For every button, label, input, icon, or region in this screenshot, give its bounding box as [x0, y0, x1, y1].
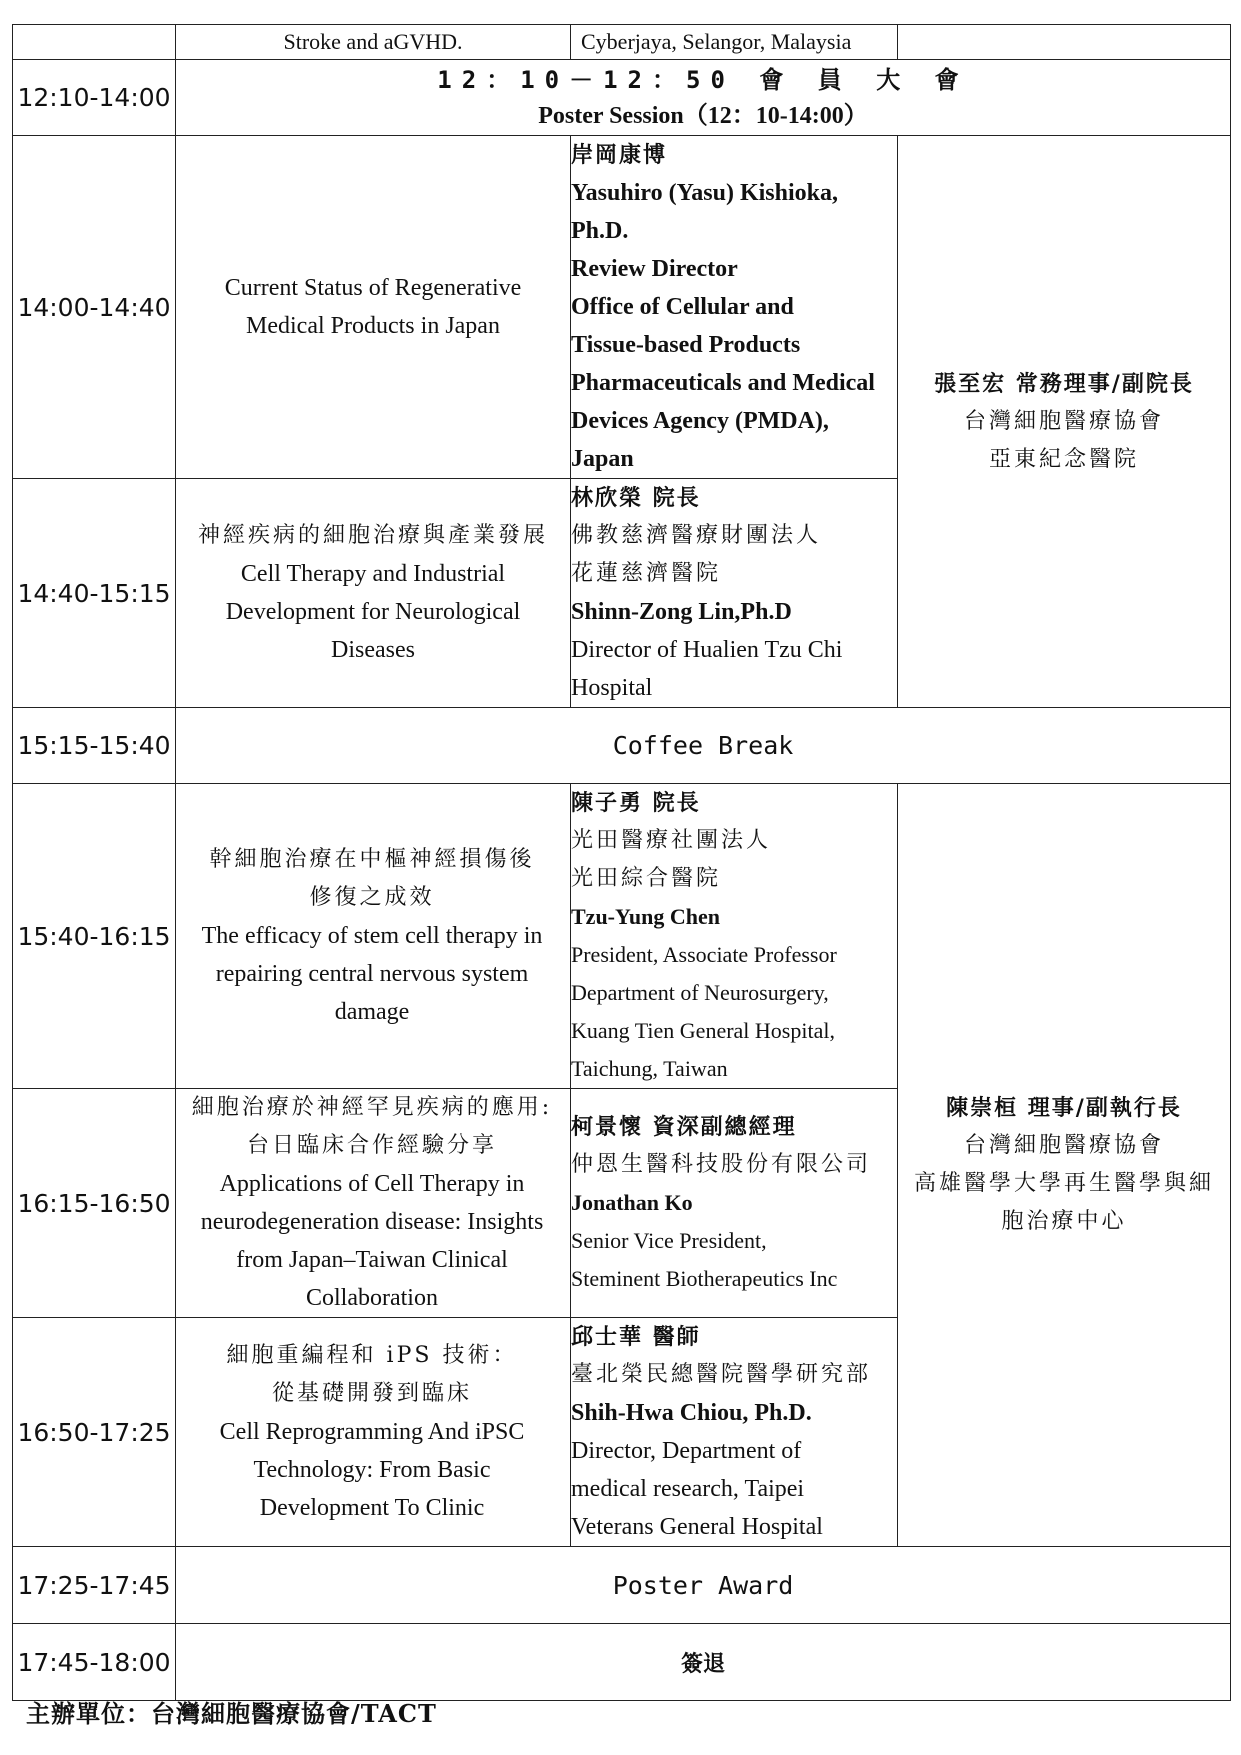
moderator-cell: [898, 784, 1231, 1547]
topic-cell: [176, 136, 571, 479]
speaker-name: Shinn-Zong Lin,Ph.D: [571, 599, 792, 625]
speaker-line: 花蓮慈濟醫院: [571, 561, 722, 586]
time-cell: 14:40-15:15: [13, 479, 176, 708]
topic-line: Diseases: [331, 637, 415, 663]
speaker-line: Yasuhiro (Yasu) Kishioka,: [571, 180, 838, 206]
poster-award-cell: Poster Award: [176, 1547, 1231, 1624]
speaker-name-cjk: 陳子勇 院長: [571, 790, 701, 816]
topic-line: Cell Reprogramming And iPSC: [219, 1419, 525, 1445]
speaker-line: Taichung, Taiwan: [571, 1056, 728, 1081]
moderator-name: 陳崇桓 理事/副執行長: [946, 1095, 1182, 1121]
agenda-document: [12, 24, 1230, 1701]
speaker-cell: Cyberjaya, Selangor, Malaysia: [571, 25, 898, 60]
time-cell: 12:10-14:00: [13, 60, 176, 136]
table-row: [13, 1624, 1231, 1701]
speaker-line: Department of Neurosurgery,: [571, 980, 829, 1005]
speaker-line: Senior Vice President,: [571, 1228, 767, 1253]
topic-line: from Japan–Taiwan Clinical: [236, 1247, 508, 1273]
topic-line-cjk: 幹細胞治療在中樞神經損傷後: [209, 847, 535, 872]
table-row: [13, 60, 1231, 136]
topic-cell: Stroke and aGVHD.: [176, 25, 571, 60]
speaker-cell: [571, 1318, 898, 1547]
time-cell: [13, 25, 176, 60]
speaker-name: Tzu-Yung Chen: [571, 904, 720, 929]
speaker-line: Ph.D.: [571, 218, 629, 244]
topic-line: Technology: From Basic: [253, 1457, 491, 1483]
speaker-line: Review Director: [571, 256, 738, 282]
speaker-line: Steminent Biotherapeutics Inc: [571, 1266, 838, 1291]
topic-cell: [176, 1318, 571, 1547]
moderator-line: 台灣細胞醫療協會: [963, 408, 1164, 434]
moderator-line: 台灣細胞醫療協會: [963, 1133, 1164, 1158]
speaker-line: President, Associate Professor: [571, 942, 837, 967]
moderator-name: 張至宏 常務理事/副院長: [934, 370, 1194, 397]
time-cell: 15:15-15:40: [13, 708, 176, 784]
table-row: [13, 136, 1231, 479]
speaker-cell: [571, 136, 898, 479]
time-cell: 17:45-18:00: [13, 1624, 176, 1701]
topic-line-cjk: 細胞治療於神經罕見疾病的應用:: [191, 1095, 553, 1120]
speaker-line: Hospital: [571, 675, 653, 701]
speaker-line: 光田醫療社團法人: [571, 828, 772, 853]
moderator-cell: [898, 136, 1231, 708]
moderator-cell: [898, 25, 1231, 60]
topic-line: Cell Therapy and Industrial: [240, 561, 506, 587]
speaker-line: 仲恩生醫科技股份有限公司: [571, 1152, 872, 1177]
moderator-line: 亞東紀念醫院: [988, 446, 1139, 472]
sign-out-cell: 簽退: [176, 1624, 1231, 1701]
speaker-line: Veterans General Hospital: [571, 1514, 823, 1540]
time-cell: 16:50-17:25: [13, 1318, 176, 1547]
speaker-name-cjk: 邱士華 醫師: [571, 1324, 701, 1350]
time-cell: 17:25-17:45: [13, 1547, 176, 1624]
topic-cell: [176, 479, 571, 708]
schedule-table: [12, 24, 1231, 1701]
speaker-name: Jonathan Ko: [571, 1190, 693, 1215]
speaker-line: Pharmaceuticals and Medical: [571, 370, 875, 396]
table-row: [13, 708, 1231, 784]
organizer-footer: 主辦單位：台灣細胞醫療協會/TACT: [26, 1699, 437, 1728]
topic-line: Medical Products in Japan: [246, 313, 500, 339]
topic-line: The efficacy of stem cell therapy in: [201, 923, 543, 949]
time-cell: 16:15-16:50: [13, 1089, 176, 1318]
moderator-line: 胞治療中心: [1001, 1209, 1127, 1234]
topic-line-cjk: 從基礎開發到臨床: [271, 1381, 472, 1406]
topic-line: Current Status of Regenerative: [224, 275, 522, 301]
speaker-name-cjk: 岸岡康博: [571, 142, 668, 168]
topic-line-cjk: 台日臨床合作經驗分享: [246, 1133, 497, 1158]
topic-cell: [176, 784, 571, 1089]
general-meeting-label: 12：10－12：50 會 員 大 會: [437, 65, 969, 94]
speaker-name-cjk: 林欣榮 院長: [571, 485, 701, 511]
speaker-line: 光田綜合醫院: [571, 866, 722, 891]
coffee-break-cell: Coffee Break: [176, 708, 1231, 784]
topic-line-cjk: 修復之成效: [309, 885, 435, 910]
speaker-line: Tissue-based Products: [571, 332, 801, 358]
speaker-line: Director, Department of: [571, 1438, 802, 1464]
speaker-line: 佛教慈濟醫療財團法人: [571, 523, 822, 548]
speaker-name-cjk: 柯景懷 資深副總經理: [571, 1114, 797, 1140]
table-row: [13, 25, 1231, 60]
table-row: [13, 1547, 1231, 1624]
speaker-cell: [571, 1089, 898, 1318]
speaker-name: Shih-Hwa Chiou, Ph.D.: [571, 1400, 812, 1426]
speaker-line: Kuang Tien General Hospital,: [571, 1018, 835, 1043]
topic-cell: [176, 1089, 571, 1318]
topic-line: repairing central nervous system: [215, 961, 529, 987]
table-row: [13, 784, 1231, 1089]
speaker-line: Director of Hualien Tzu Chi: [571, 637, 843, 663]
topic-line: neurodegeneration disease: Insights: [200, 1209, 544, 1235]
topic-line-cjk: 神經疾病的細胞治療與產業發展: [197, 523, 548, 548]
speaker-line: Devices Agency (PMDA),: [571, 408, 829, 434]
poster-session-label: Poster Session（12：10-14:00）: [538, 102, 868, 129]
speaker-line: medical research, Taipei: [571, 1476, 805, 1502]
topic-line: Development for Neurological: [225, 599, 521, 625]
moderator-line: 高雄醫學大學再生醫學與細: [913, 1171, 1214, 1196]
topic-line: damage: [334, 999, 410, 1025]
topic-line: Development To Clinic: [259, 1495, 485, 1521]
speaker-line: Japan: [571, 446, 634, 472]
speaker-line: 臺北榮民總醫院醫學研究部: [571, 1362, 872, 1387]
general-meeting-cell: [176, 60, 1231, 136]
time-cell: 15:40-16:15: [13, 784, 176, 1089]
topic-line: Applications of Cell Therapy in: [219, 1171, 525, 1197]
speaker-cell: [571, 479, 898, 708]
speaker-cell: [571, 784, 898, 1089]
speaker-line: Office of Cellular and: [571, 294, 794, 320]
topic-line: Collaboration: [306, 1285, 438, 1311]
topic-line-cjk: 細胞重編程和 iPS 技術：: [226, 1343, 518, 1368]
time-cell: 14:00-14:40: [13, 136, 176, 479]
